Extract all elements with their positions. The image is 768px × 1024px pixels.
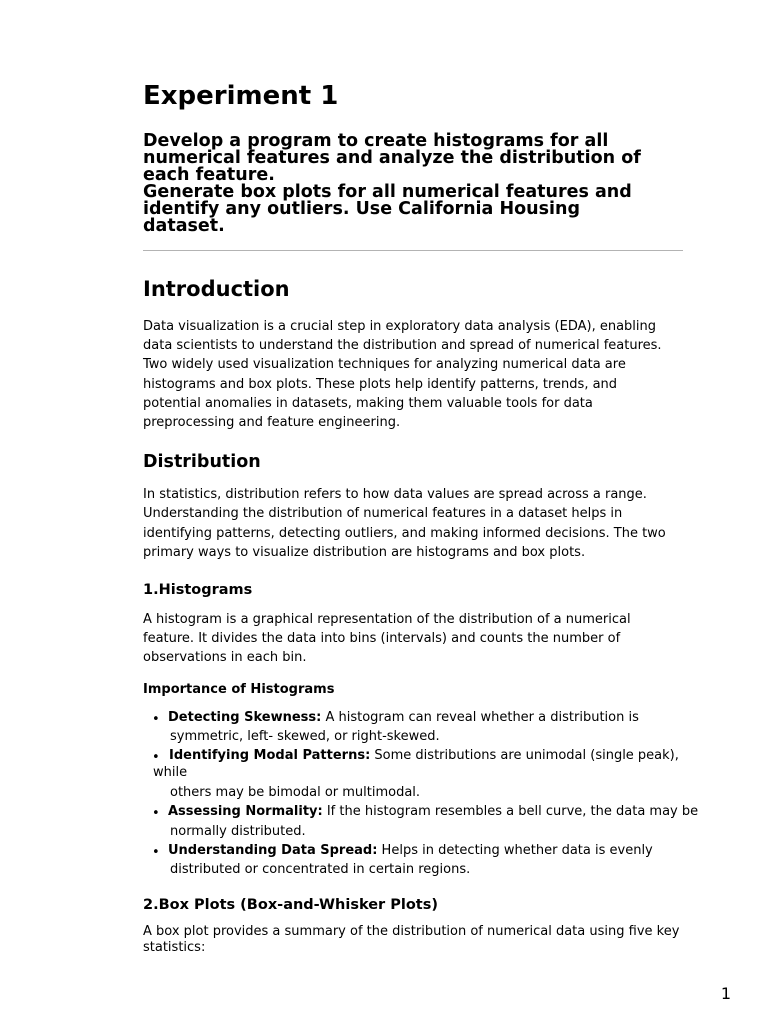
text-line: statistics: bbox=[143, 940, 206, 956]
text-line: In statistics, distribution refers to how data values are spread across a range. bbox=[143, 487, 647, 503]
bullet-term: Assessing Normality: bbox=[168, 804, 323, 820]
bullet-term: Detecting Skewness: bbox=[168, 709, 322, 725]
histograms-paragraph bbox=[143, 610, 688, 668]
aim-line: dataset. bbox=[143, 216, 225, 236]
bullet-text: A histogram can reveal whether a distribution is bbox=[321, 709, 639, 725]
aim-statement bbox=[143, 133, 688, 235]
bullet-text: Some distributions are unimodal (single peak), bbox=[370, 748, 679, 764]
text-line: feature. It divides the data into bins (intervals) and counts the number of bbox=[143, 631, 621, 647]
text-line: observations in each bin. bbox=[143, 650, 307, 666]
document-page bbox=[143, 78, 699, 956]
list-item bbox=[143, 708, 688, 746]
bullet-term: Identifying Modal Patterns: bbox=[169, 748, 371, 764]
text-line: data scientists to understand the distribution and spread of numerical features. bbox=[143, 338, 662, 354]
bullet-icon: • bbox=[152, 806, 160, 822]
text-line: Understanding the distribution of numerical features in a dataset helps in bbox=[143, 506, 623, 522]
page-number: 1 bbox=[720, 984, 731, 1003]
bullet-text: normally distributed. bbox=[170, 823, 306, 839]
list-item bbox=[143, 746, 688, 802]
bullet-text: If the histogram resembles a bell curve, the data may be bbox=[322, 804, 699, 820]
bullet-text: distributed or concentrated in certain regions. bbox=[170, 862, 471, 878]
aim-line: Develop a program to create histograms for all bbox=[143, 131, 609, 151]
list-item bbox=[143, 802, 699, 840]
distribution-heading: Distribution bbox=[143, 452, 261, 473]
text-line: identifying patterns, detecting outliers, and making informed decisions. The two bbox=[143, 525, 666, 541]
text-line: histograms and box plots. These plots help identify patterns, trends, and bbox=[143, 376, 618, 392]
text-line: primary ways to visualize distribution are histograms and box plots. bbox=[143, 544, 586, 560]
histograms-heading: 1.Histograms bbox=[143, 582, 253, 599]
introduction-heading: Introduction bbox=[143, 277, 290, 301]
bullet-icon: • bbox=[152, 844, 160, 860]
aim-line: numerical features and analyze the distribution of bbox=[143, 148, 641, 168]
distribution-paragraph bbox=[143, 485, 688, 562]
text-line: A histogram is a graphical representation of the distribution of a numerical bbox=[143, 612, 631, 628]
boxplots-heading: 2.Box Plots (Box-and-Whisker Plots) bbox=[143, 897, 438, 914]
aim-line: each feature. bbox=[143, 165, 275, 185]
introduction-paragraph bbox=[143, 317, 688, 432]
boxplots-paragraph bbox=[143, 924, 688, 956]
bullet-icon: • bbox=[152, 750, 160, 766]
aim-line: Generate box plots for all numerical features and bbox=[143, 182, 632, 202]
bullet-term: Understanding Data Spread: bbox=[168, 842, 378, 858]
text-line: preprocessing and feature engineering. bbox=[143, 415, 401, 431]
aim-line: identify any outliers. Use California Housing bbox=[143, 199, 580, 219]
importance-heading: Importance of Histograms bbox=[143, 681, 335, 697]
bullet-text: Helps in detecting whether data is evenly bbox=[377, 842, 653, 858]
text-line: Two widely used visualization techniques for analyzing numerical data are bbox=[143, 357, 626, 373]
bullet-text: others may be bimodal or multimodal. bbox=[170, 785, 421, 801]
list-item bbox=[143, 841, 688, 879]
bullet-icon: • bbox=[152, 711, 160, 727]
importance-list bbox=[143, 708, 699, 880]
bullet-text: while bbox=[153, 765, 188, 781]
text-line: potential anomalies in datasets, making them valuable tools for data bbox=[143, 395, 593, 411]
bullet-text: symmetric, left- skewed, or right-skewed. bbox=[170, 728, 440, 744]
document-title: Experiment 1 bbox=[143, 81, 339, 111]
text-line: A box plot provides a summary of the distribution of numerical data using five key bbox=[143, 924, 680, 940]
horizontal-divider bbox=[143, 250, 683, 251]
text-line: Data visualization is a crucial step in exploratory data analysis (EDA), enabling bbox=[143, 319, 657, 334]
